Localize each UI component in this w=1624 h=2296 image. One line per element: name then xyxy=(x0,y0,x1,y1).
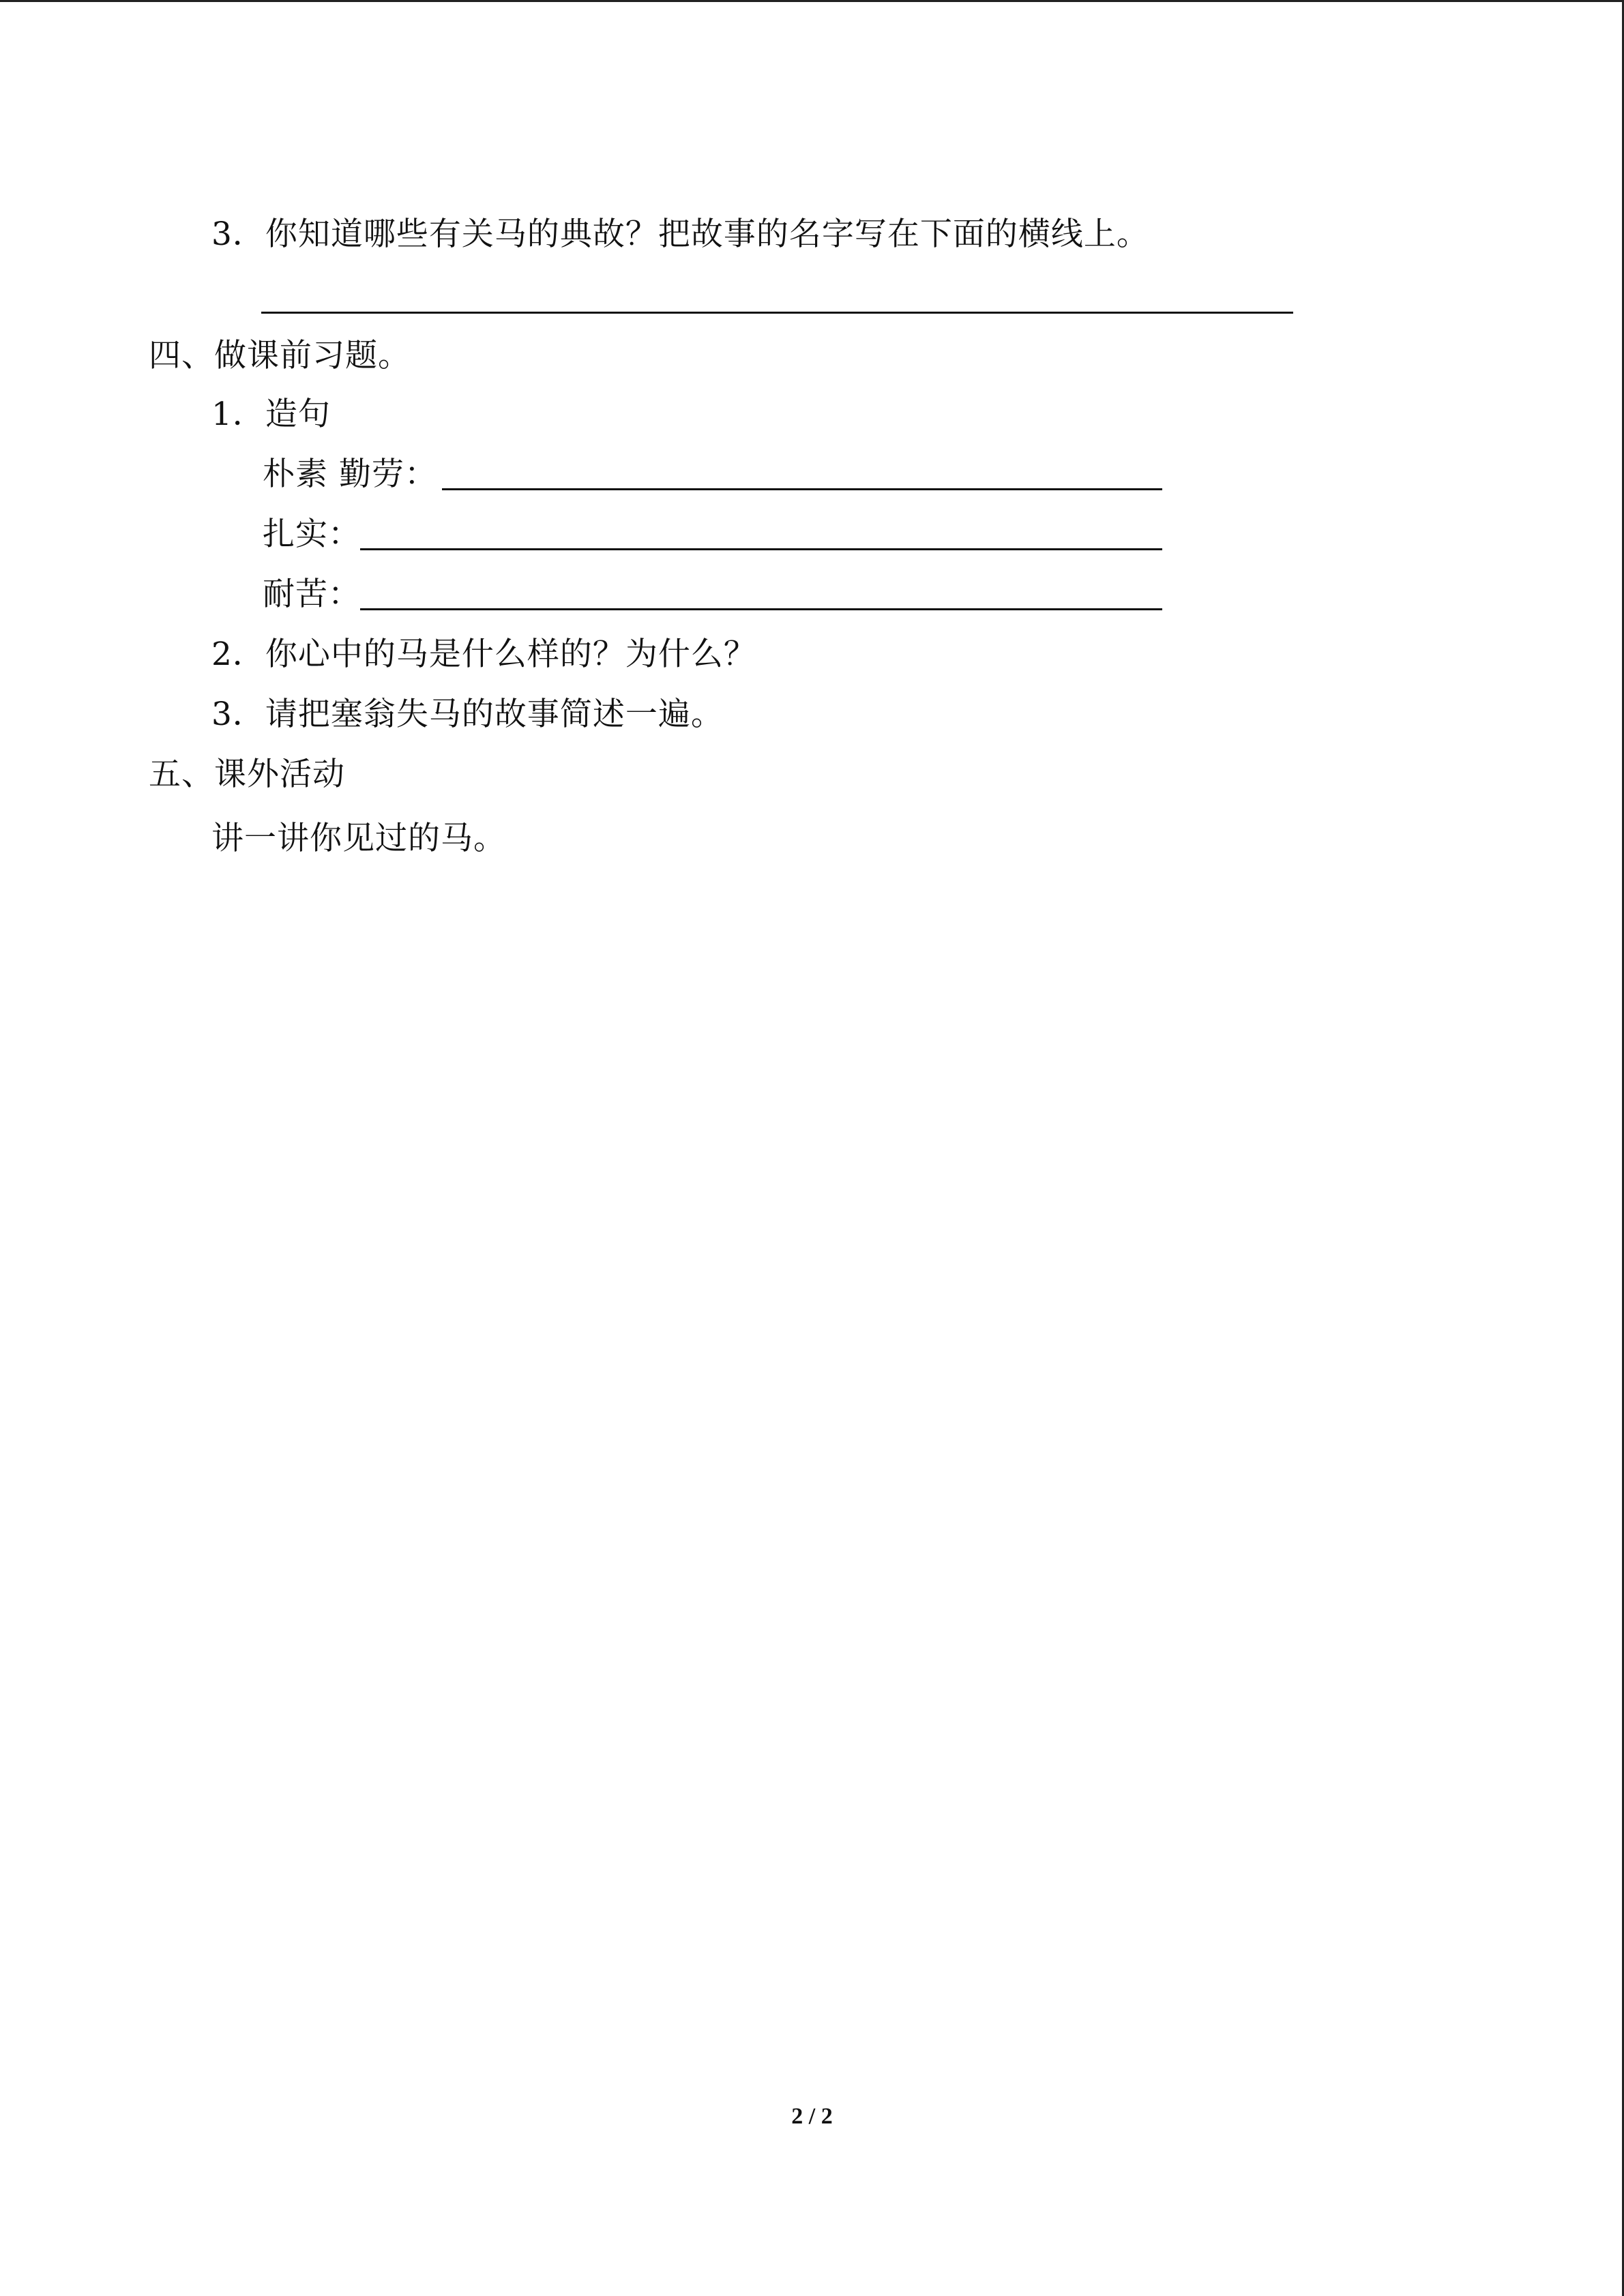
question-4-3 xyxy=(211,694,724,735)
sentence-label-zhashi: 扎实： xyxy=(263,516,361,553)
question-4-2 xyxy=(211,634,756,675)
question-text: 请把塞翁失马的故事简述一遍。 xyxy=(265,696,724,733)
question-4-1 xyxy=(211,394,331,435)
question-3-3 xyxy=(211,214,1149,255)
section-5-text: 讲一讲你见过的马。 xyxy=(211,820,506,857)
question-number: 3． xyxy=(211,215,265,253)
page-border-top xyxy=(0,0,1624,2)
question-number: 1． xyxy=(211,396,265,433)
page-number: 2 / 2 xyxy=(791,2104,833,2129)
question-text: 你知道哪些有关马的典故？把故事的名字写在下面的横线上。 xyxy=(265,215,1149,253)
question-number: 3． xyxy=(211,696,265,733)
sentence-label-naiku: 耐苦： xyxy=(263,576,361,613)
answer-line-pusu-qinlao[interactable] xyxy=(442,488,1162,490)
answer-line-zhashi[interactable] xyxy=(360,548,1162,550)
section-5-heading: 五、课外活动 xyxy=(149,756,345,793)
question-text: 造句 xyxy=(265,396,331,433)
sentence-label-pusu-qinlao: 朴素 勤劳： xyxy=(263,456,437,493)
question-text: 你心中的马是什么样的？为什么？ xyxy=(265,636,756,673)
answer-line-story-names[interactable] xyxy=(261,312,1293,314)
question-number: 2． xyxy=(211,636,265,673)
section-4-heading: 四、做课前习题。 xyxy=(149,337,411,374)
answer-line-naiku[interactable] xyxy=(360,608,1162,610)
